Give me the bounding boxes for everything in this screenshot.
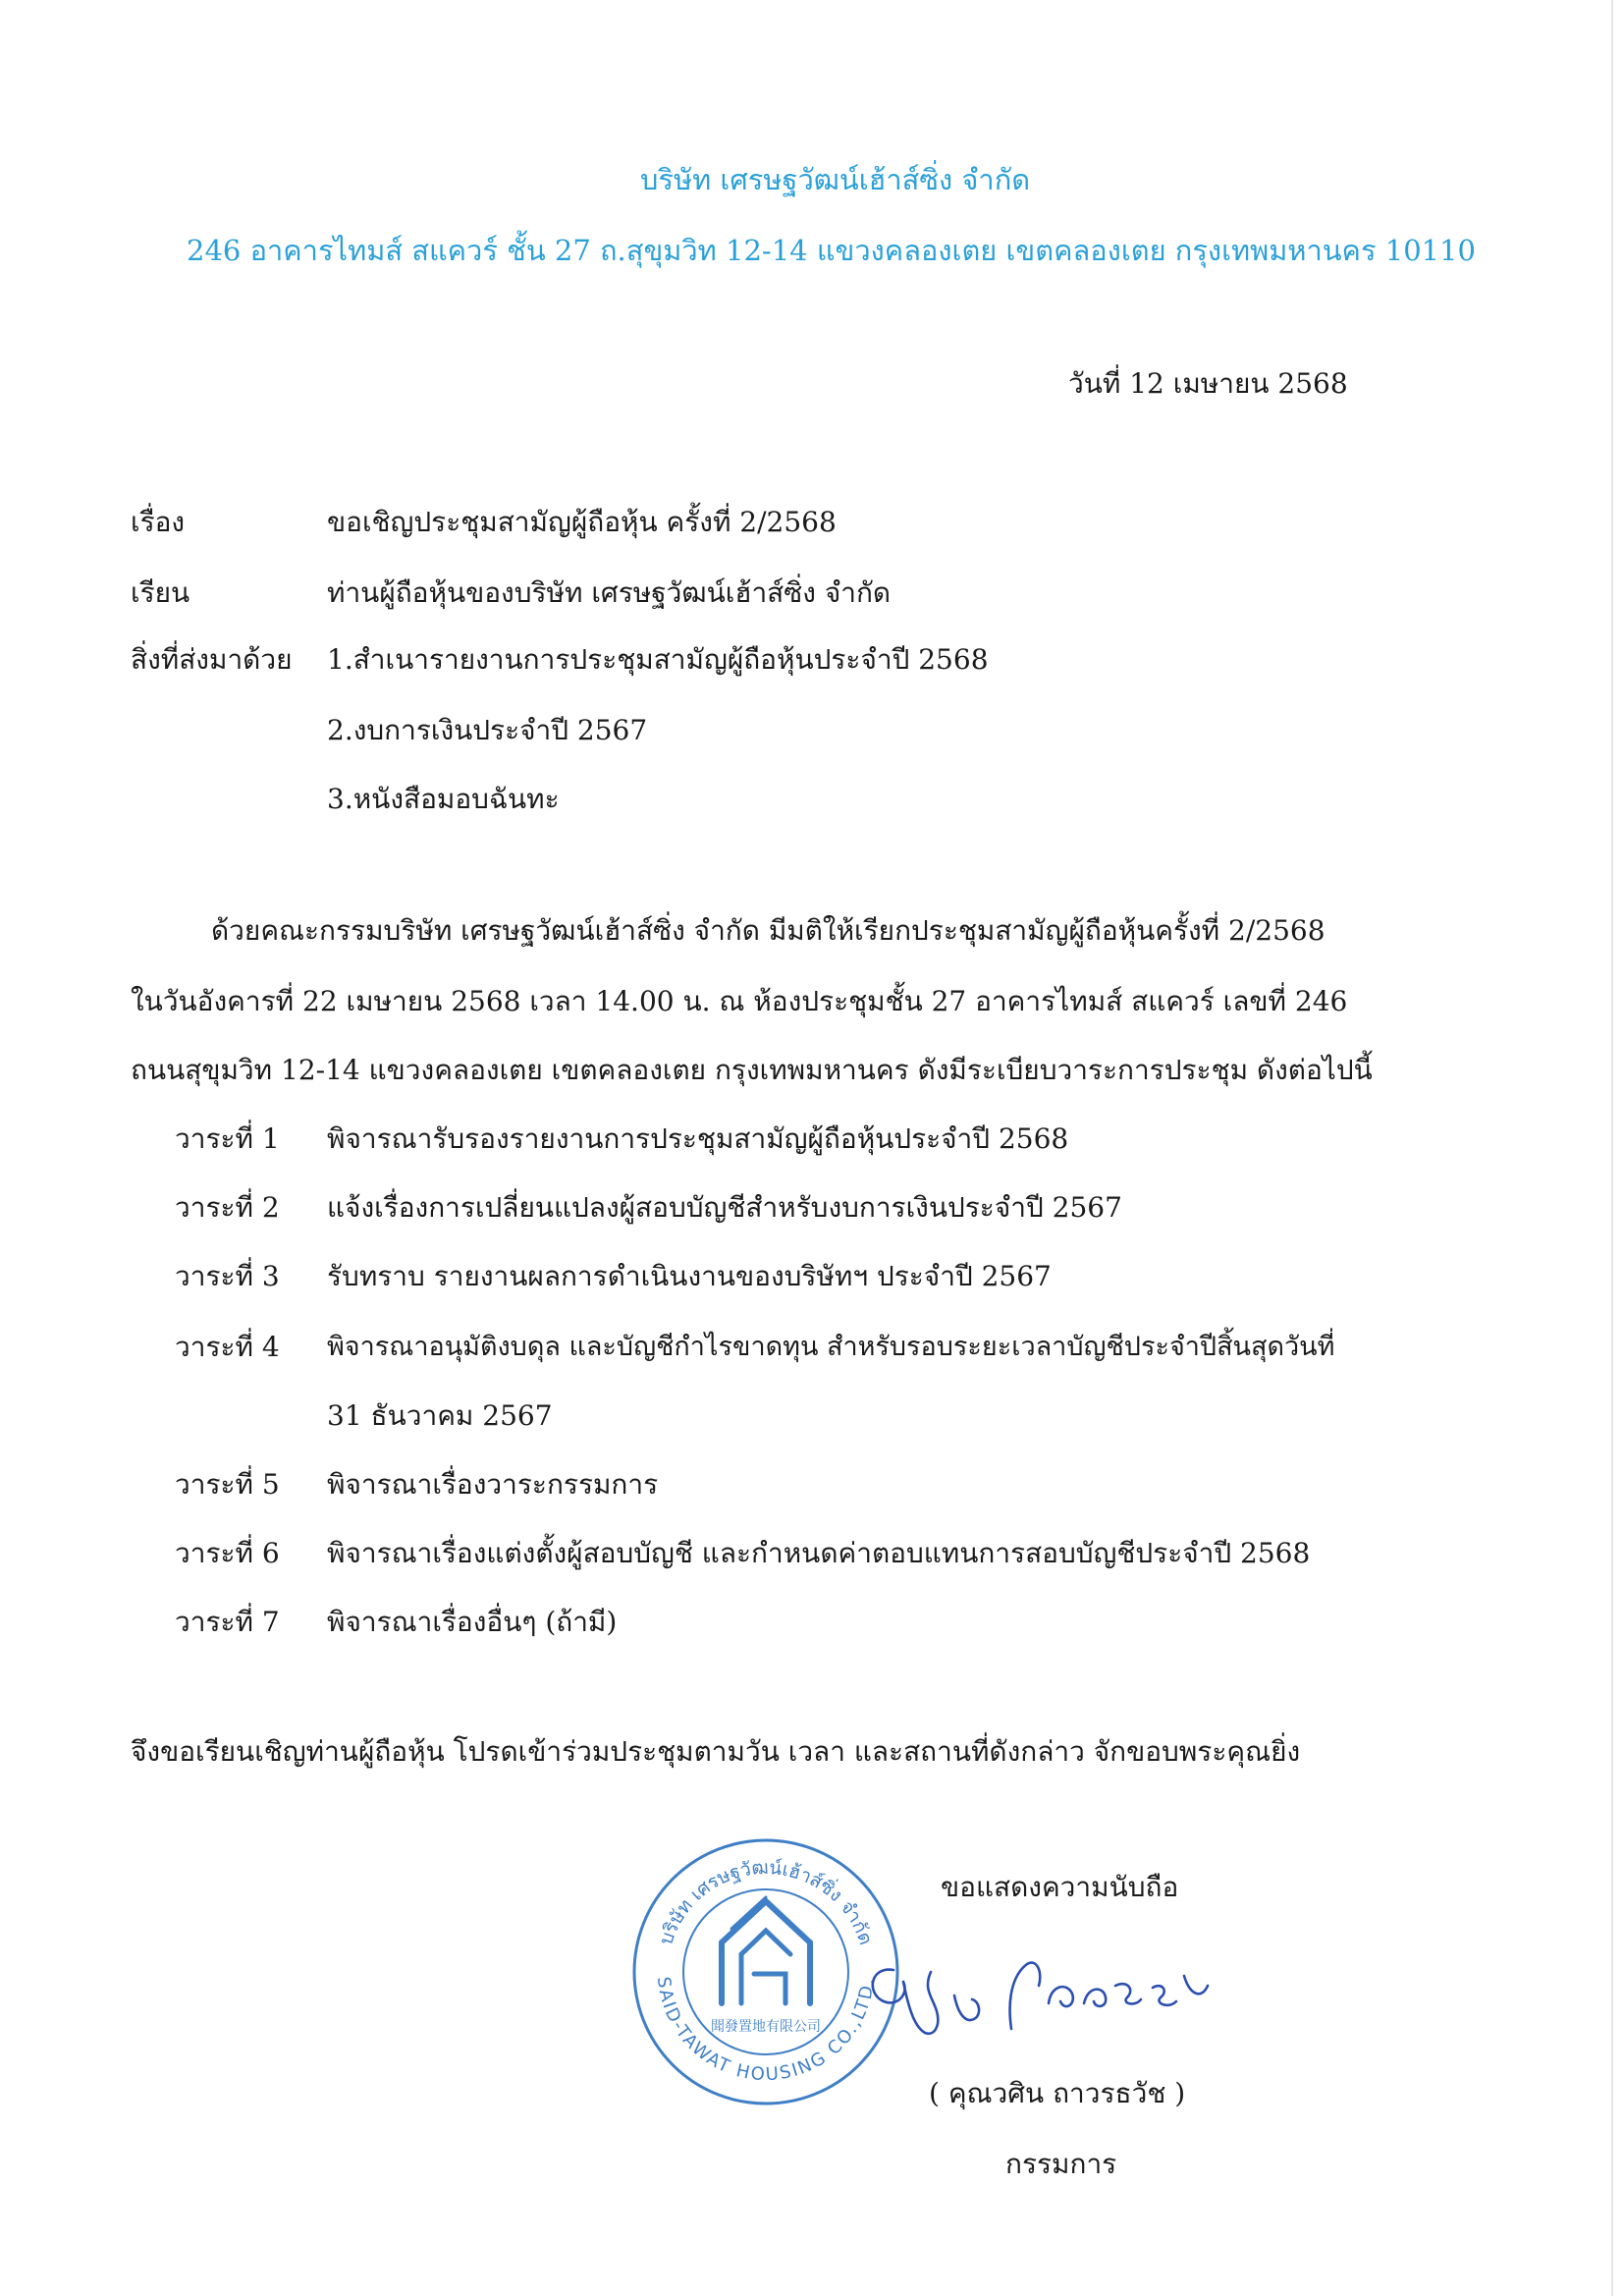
agenda-number: วาระที่ 4 [175,1331,280,1363]
agenda-text: พิจารณาเรื่องแต่งตั้งผู้สอบบัญชี และกำหนดค่าตอบแทนการสอบบัญชีประจำปี 2568 [327,1537,1311,1569]
signatory-name: ( คุณวศิน ถาวรธวัช ) [929,2077,1186,2109]
letter-date: วันที่ 12 เมษายน 2568 [1068,367,1348,400]
page-edge-line [1611,0,1613,2296]
enclosures-label: สิ่งที่ส่งมาด้วย [131,643,293,676]
intro-line: ในวันอังคารที่ 22 เมษายน 2568 เวลา 14.00 น. ณ ห้องประชุมชั้น 27 อาคารไทมส์ สแควร์ เลขที่ 246 [131,985,1348,1017]
company-name: บริษัท เศรษฐวัฒน์เฮ้าส์ซิ่ง จำกัด [640,163,1031,196]
agenda-number: วาระที่ 7 [175,1606,280,1638]
handwritten-signature [864,1942,1296,2050]
to-label: เรียน [131,576,190,609]
agenda-text-continued: 31 ธันวาคม 2567 [327,1399,553,1432]
agenda-number: วาระที่ 5 [175,1468,280,1501]
subject-label: เรื่อง [131,506,186,538]
agenda-text: พิจารณารับรองรายงานการประชุมสามัญผู้ถือหุ้นประจำปี 2568 [327,1122,1069,1155]
agenda-text: พิจารณาเรื่องอื่นๆ (ถ้ามี) [327,1606,618,1638]
stamp-inner-text: 聞發置地有限公司 [711,2019,821,2035]
subject-value: ขอเชิญประชุมสามัญผู้ถือหุ้น ครั้งที่ 2/2568 [327,506,837,538]
agenda-text: แจ้งเรื่องการเปลี่ยนแปลงผู้สอบบัญชีสำหรับงบการเงินประจำปี 2567 [327,1191,1122,1224]
signatory-title: กรรมการ [1005,2148,1117,2180]
company-address: 246 อาคารไทมส์ สแควร์ ชั้น 27 ถ.สุขุมวิท 12-14 แขวงคลองเตย เขตคลองเตย กรุงเทพมหานคร 10110 [187,234,1477,267]
intro-line: ด้วยคณะกรรมบริษัท เศรษฐวัฒน์เฮ้าส์ซิ่ง จำกัด มีมติให้เรียกประชุมสามัญผู้ถือหุ้นครั้งที่ 2/2568 [211,914,1325,947]
agenda-text: พิจารณาอนุมัติงบดุล และบัญชีกำไรขาดทุน สำหรับรอบระยะเวลาบัญชีประจำปีสิ้นสุดวันที่ [327,1332,1335,1362]
enclosure-item: 1.สำเนารายงานการประชุมสามัญผู้ถือหุ้นประจำปี 2568 [327,643,989,676]
closing-line: จึงขอเรียนเชิญท่านผู้ถือหุ้น โปรดเข้าร่วมประชุมตามวัน เวลา และสถานที่ดังกล่าว จักขอบพระคุณยิ่ง [131,1735,1301,1768]
company-seal-stamp [628,1834,903,2109]
agenda-number: วาระที่ 2 [175,1191,280,1224]
agenda-text: พิจารณาเรื่องวาระกรรมการ [327,1468,659,1501]
agenda-number: วาระที่ 6 [175,1537,280,1569]
sign-off: ขอแสดงความนับถือ [941,1871,1179,1903]
intro-line: ถนนสุขุมวิท 12-14 แขวงคลองเตย เขตคลองเตย กรุงเทพมหานคร ดังมีระเบียบวาระการประชุม ดังต่อไปนี้ [131,1054,1373,1086]
stamp-ring-text-english: SAID-TAWAT HOUSING CO.,LTD. [652,1975,879,2086]
to-value: ท่านผู้ถือหุ้นของบริษัท เศรษฐวัฒน์เฮ้าส์ซิ่ง จำกัด [327,576,892,609]
agenda-number: วาระที่ 1 [175,1122,280,1155]
enclosure-item: 2.งบการเงินประจำปี 2567 [327,714,648,746]
enclosure-item: 3.หนังสือมอบฉันทะ [327,783,560,815]
stamp-ring-text-thai: บริษัท เศรษฐวัฒน์เฮ้าส์ซิ่ง จำกัด [655,1856,877,1948]
agenda-text: รับทราบ รายงานผลการดำเนินงานของบริษัทฯ ประจำปี 2567 [327,1260,1052,1292]
agenda-number: วาระที่ 3 [175,1260,280,1292]
